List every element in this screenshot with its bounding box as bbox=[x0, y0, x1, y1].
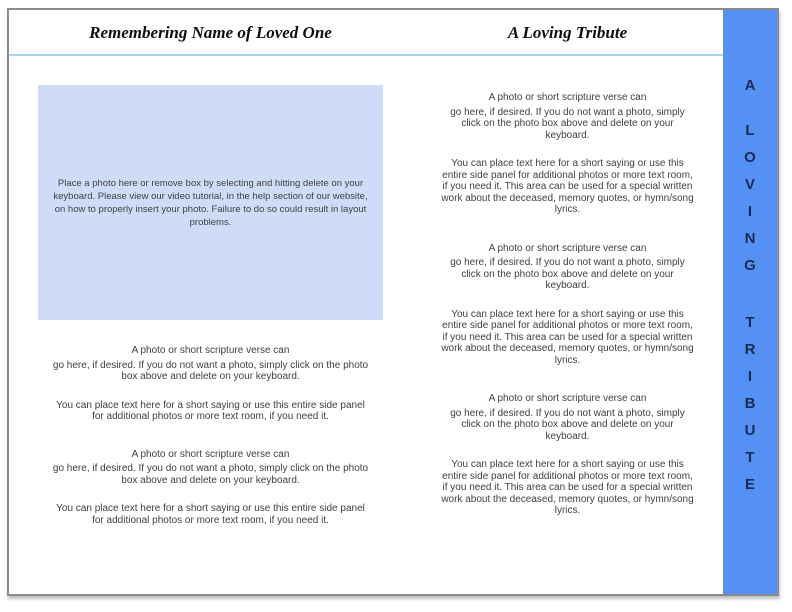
verse-body: go here, if desired. If you do not want a photo, simply click on the photo box above and delete on your keyboard. bbox=[52, 463, 369, 486]
sidebar-letter: L bbox=[745, 122, 755, 139]
sidebar-letter: V bbox=[744, 176, 755, 193]
sidebar-letter: I bbox=[747, 203, 753, 220]
verse-body: go here, if desired. If you do not want a photo, simply click on the photo box above and delete on your keyboard. bbox=[52, 359, 369, 382]
sidebar-letter: N bbox=[744, 230, 756, 247]
photo-placeholder-instructions: Place a photo here or remove box by selecting and hitting delete on your keyboard. Please view our video tutorial, in the help section of our website, on how to properly insert your photo. Failure to do so could result in layout problems. bbox=[53, 177, 368, 228]
verse-heading: A photo or short scripture verse can bbox=[488, 242, 647, 254]
saying-text: You can place text here for a short saying or use this entire side panel for additional photos or more text room, if you need it. bbox=[56, 399, 365, 422]
sidebar-letter: G bbox=[744, 257, 756, 274]
sidebar-letter: T bbox=[745, 314, 755, 331]
saying-text: You can place text here for a short saying or use this entire side panel for additional photos or more text room, if you need it. bbox=[56, 503, 365, 526]
verse-body: go here, if desired. If you do not want a photo, simply click on the photo box above and delete on your keyboard. bbox=[450, 106, 685, 141]
sidebar-letter: R bbox=[744, 341, 756, 358]
right-page-title: A Loving Tribute bbox=[507, 23, 628, 42]
right-text-block-1 bbox=[440, 92, 695, 216]
tribute-sidebar bbox=[723, 10, 777, 594]
program-pages bbox=[9, 10, 723, 594]
verse-heading: A photo or short scripture verse can bbox=[131, 345, 290, 356]
sidebar-letter: A bbox=[744, 77, 756, 94]
verse-heading: A photo or short scripture verse can bbox=[488, 92, 647, 103]
sidebar-letter: E bbox=[744, 476, 755, 493]
left-text-block-2 bbox=[9, 449, 412, 527]
sidebar-letter: U bbox=[744, 422, 756, 439]
verse-body: go here, if desired. If you do not want a photo, simply click on the photo box above and delete on your keyboard. bbox=[450, 257, 685, 291]
saying-text: You can place text here for a short saying or use this entire side panel for additional photos or more text room, if you need it. This area can be used for a special written work about the deceased, memory quotes, or hymn/song lyrics. bbox=[441, 308, 694, 366]
left-page-title: Remembering Name of Loved One bbox=[89, 23, 332, 42]
sidebar-letter: B bbox=[744, 395, 756, 412]
right-text-block-3 bbox=[440, 393, 695, 517]
program-sheet bbox=[7, 8, 779, 596]
verse-heading: A photo or short scripture verse can bbox=[488, 393, 647, 404]
left-text-block-1 bbox=[9, 345, 412, 423]
photo-placeholder-box[interactable] bbox=[38, 85, 383, 320]
left-page bbox=[9, 10, 412, 594]
sidebar-letter: O bbox=[744, 149, 756, 166]
verse-heading: A photo or short scripture verse can bbox=[131, 448, 290, 460]
saying-text: You can place text here for a short saying or use this entire side panel for additional photos or more text room, if you need it. This area can be used for a special written work about the deceased, memory quotes, or hymn/song lyrics. bbox=[441, 459, 694, 516]
saying-text: You can place text here for a short saying or use this entire side panel for additional photos or more text room, if you need it. This area can be used for a special written work about the deceased, memory quotes, or hymn/song lyrics. bbox=[441, 158, 694, 215]
sidebar-letter: T bbox=[745, 449, 755, 466]
sidebar-letter: I bbox=[747, 368, 753, 385]
right-page bbox=[412, 10, 723, 594]
right-text-block-2 bbox=[440, 243, 695, 367]
verse-body: go here, if desired. If you do not want a photo, simply click on the photo box above and delete on your keyboard. bbox=[450, 407, 685, 442]
